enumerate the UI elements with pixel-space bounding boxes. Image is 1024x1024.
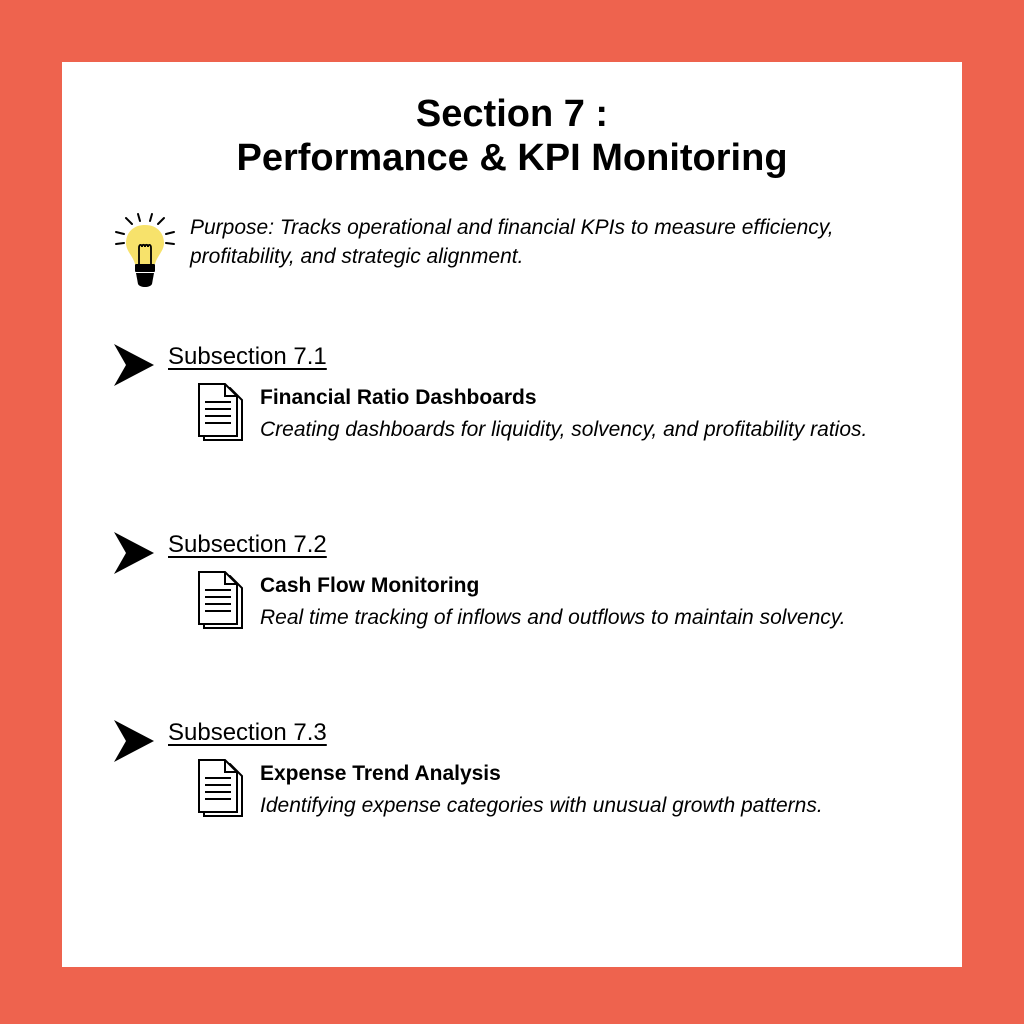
item-description: Real time tracking of inflows and outflows to maintain solvency. (260, 606, 846, 629)
content-card (62, 62, 962, 967)
title-line-2: Performance & KPI Monitoring (236, 137, 788, 179)
document-icon (196, 570, 244, 630)
subsection-7-3 (62, 718, 962, 878)
item-title: Cash Flow Monitoring (260, 574, 480, 597)
title-line-1: Section 7 : (415, 93, 609, 135)
subsection-7-2 (62, 530, 962, 690)
item-description: Creating dashboards for liquidity, solvency, and profitability ratios. (260, 418, 868, 441)
document-icon (196, 758, 244, 818)
arrow-right-icon (112, 530, 156, 576)
page-title (62, 92, 962, 180)
lightbulb-icon (112, 212, 178, 292)
subsection-title: Subsection 7.2 (168, 531, 327, 558)
subsection-title: Subsection 7.3 (168, 719, 327, 746)
item-title: Financial Ratio Dashboards (260, 386, 537, 409)
document-icon (196, 382, 244, 442)
subsection-7-1 (62, 342, 962, 502)
item-description: Identifying expense categories with unusual growth patterns. (260, 794, 823, 817)
arrow-right-icon (112, 342, 156, 388)
purpose-text: Purpose: Tracks operational and financial KPIs to measure efficiency, profitability, and strategic alignment. (190, 216, 834, 268)
arrow-right-icon (112, 718, 156, 764)
item-title: Expense Trend Analysis (260, 762, 501, 785)
subsection-title: Subsection 7.1 (168, 343, 327, 370)
